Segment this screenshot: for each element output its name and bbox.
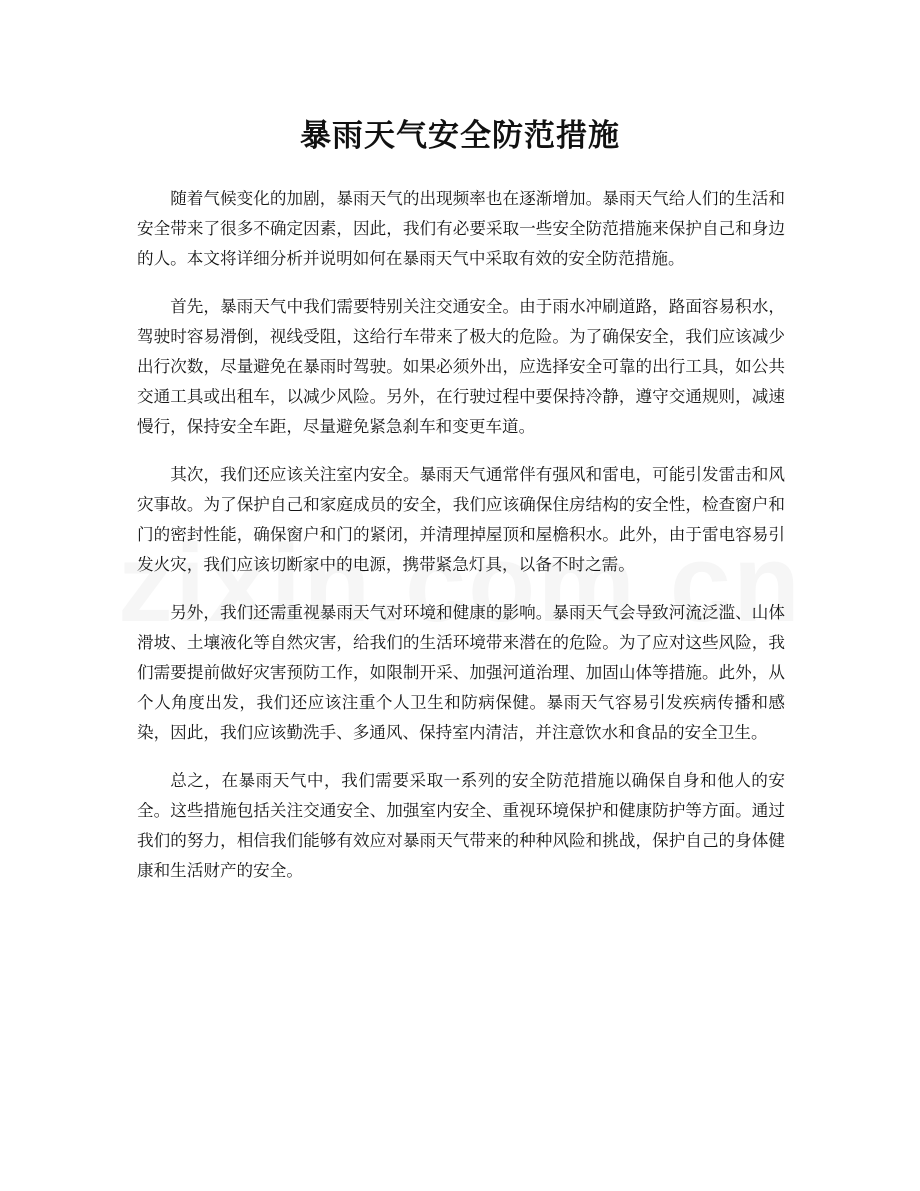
paragraph-indoor-safety: 其次，我们还应该关注室内安全。暴雨天气通常伴有强风和雷电，可能引发雷击和风灾事故。为了保护自己和家庭成员的安全，我们应该确保住房结构的安全性，检查窗户和门的密封性能，确保窗户和门的紧闭，并清理掉屋顶和屋檐积水。此外，由于雷电容易引发火灾，我们应该切断家中的电源，携带紧急灯具，以备不时之需。 (137, 465, 785, 574)
paragraph-conclusion: 总之，在暴雨天气中，我们需要采取一系列的安全防范措施以确保自身和他人的安全。这些措施包括关注交通安全、加强室内安全、重视环境保护和健康防护等方面。通过我们的努力，相信我们能够有效应对暴雨天气带来的种种风险和挑战，保护自己的身体健康和生活财产的安全。 (137, 771, 785, 880)
paragraph-environment-health: 另外，我们还需重视暴雨天气对环境和健康的影响。暴雨天气会导致河流泛滥、山体滑坡、土壤液化等自然灾害，给我们的生活环境带来潜在的危险。为了应对这些风险，我们需要提前做好灾害预防工作，如限制开采、加强河道治理、加固山体等措施。此外，从个人角度出发，我们还应该注重个人卫生和防病保健。暴雨天气容易引发疾病传播和感染，因此，我们应该勤洗手、多通风、保持室内清洁，并注意饮水和食品的安全卫生。 (137, 603, 785, 742)
paragraph-intro: 随着气候变化的加剧，暴雨天气的出现频率也在逐渐增加。暴雨天气给人们的生活和安全带来了很多不确定因素，因此，我们有必要采取一些安全防范措施来保护自己和身边的人。本文将详细分析并说明如何在暴雨天气中采取有效的安全防范措施。 (137, 189, 785, 268)
paragraph-traffic-safety: 首先，暴雨天气中我们需要特别关注交通安全。由于雨水冲刷道路，路面容易积水，驾驶时容易滑倒，视线受阻，这给行车带来了极大的危险。为了确保安全，我们应该减少出行次数，尽量避免在暴雨时驾驶。如果必须外出，应选择安全可靠的出行工具，如公共交通工具或出租车，以减少风险。另外，在行驶过程中要保持冷静，遵守交通规则，减速慢行，保持安全车距，尽量避免紧急刹车和变更车道。 (137, 297, 785, 436)
document-title: 暴雨天气安全防范措施 (300, 118, 620, 154)
document-body (137, 184, 785, 904)
